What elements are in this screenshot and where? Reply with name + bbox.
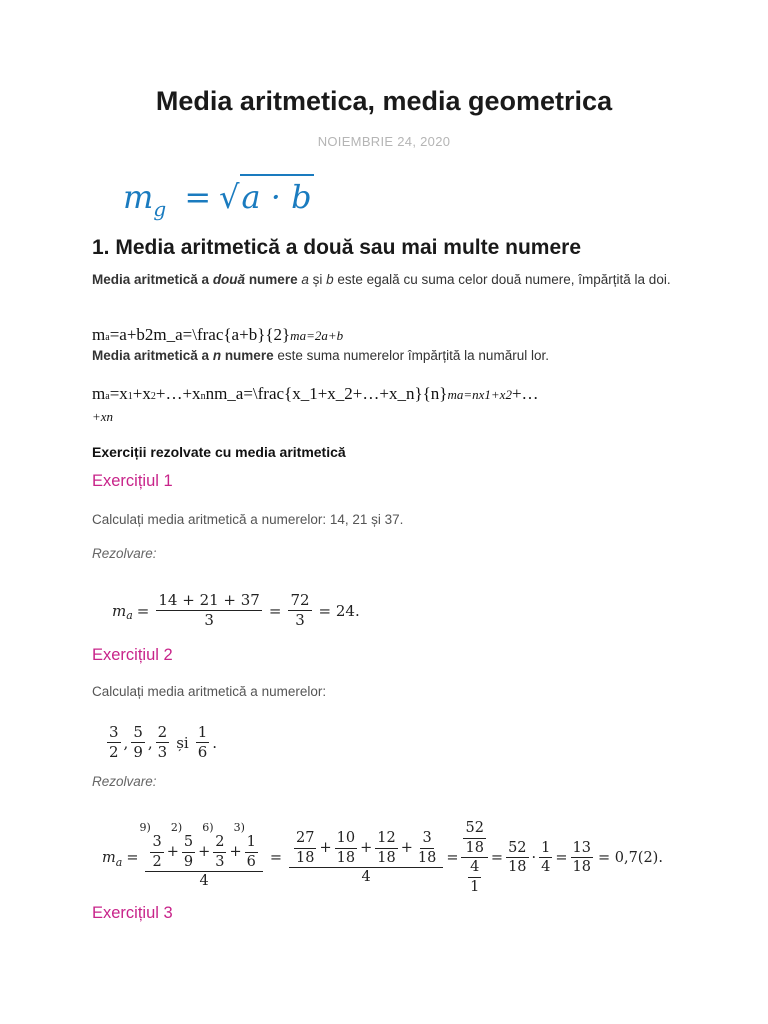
exercise-3-title: Exercițiul 3 [92,904,173,922]
exercise-2-statement: Calculați media aritmetică a numerelor: [92,684,327,699]
post-date: NOIEMBRIE 24, 2020 [317,134,451,149]
exercise-1-title: Exercițiul 1 [92,472,173,490]
raw-formula-n: ma=x1+x2+…+xnnm_a=\frac{x_1+x_2+…+x_n}{n}ma=nx1+x2+… [92,384,539,403]
definition-n-numbers: Media aritmetică a n numere este suma numerelor împărțită la numărul lor. [92,348,549,363]
exercise-2-numbers: $\frac{3}{2}$ , $\frac{5}{9}$ , $\frac{2}{3}$ și $\frac{1}{6}$ . [109,723,218,762]
exercise-2-solution: m a = 9) $\frac{3}{2}$ + 2) $\frac{5}{9}$ + 6) $\frac{2}{3}$ + 3) $\frac{1}{6}$ 4 = $\frac{27}{18}$ + $\frac{10}{18}$ + $\frac{12}{18}$ + $\frac{3}{18}$ 4 = $\frac{\frac{52}{18}}{\frac{4}{1}}$ = $\frac{52}{18}$ · $\frac{1}{4}$ = $\frac{13}{18}$ = 0,7(2). [102,820,663,896]
exercises-heading: Exerciții rezolvate cu media aritmetică [92,444,346,460]
raw-formula-n-cont: +xn [92,409,114,424]
definition-two-numbers: Media aritmetică a două numere a și b este egală cu suma celor două numere, împărțită la doi. [92,272,671,287]
exercise-2-title: Exercițiul 2 [92,646,173,664]
page-title: Media aritmetica, media geometrica [155,86,613,116]
exercise-1-solution: m a = $\frac{14 + 21 + 37}{3}$ = $\frac{72}{3}$ = 24. [112,591,360,630]
geometric-mean-formula: $m_g = √a \cdot b$ [123,178,314,216]
section-heading: 1. Media aritmetică a două sau mai multe numere [92,236,581,259]
raw-formula-two: ma=a+b2m_a=\frac{a+b}{2}ma=2a+b [92,325,344,344]
exercise-1-statement: Calculați media aritmetică a numerelor: 14, 21 și 37. [92,512,404,527]
exercise-1-rezolvare: Rezolvare: [92,546,157,561]
exercise-2-rezolvare: Rezolvare: [92,774,157,789]
